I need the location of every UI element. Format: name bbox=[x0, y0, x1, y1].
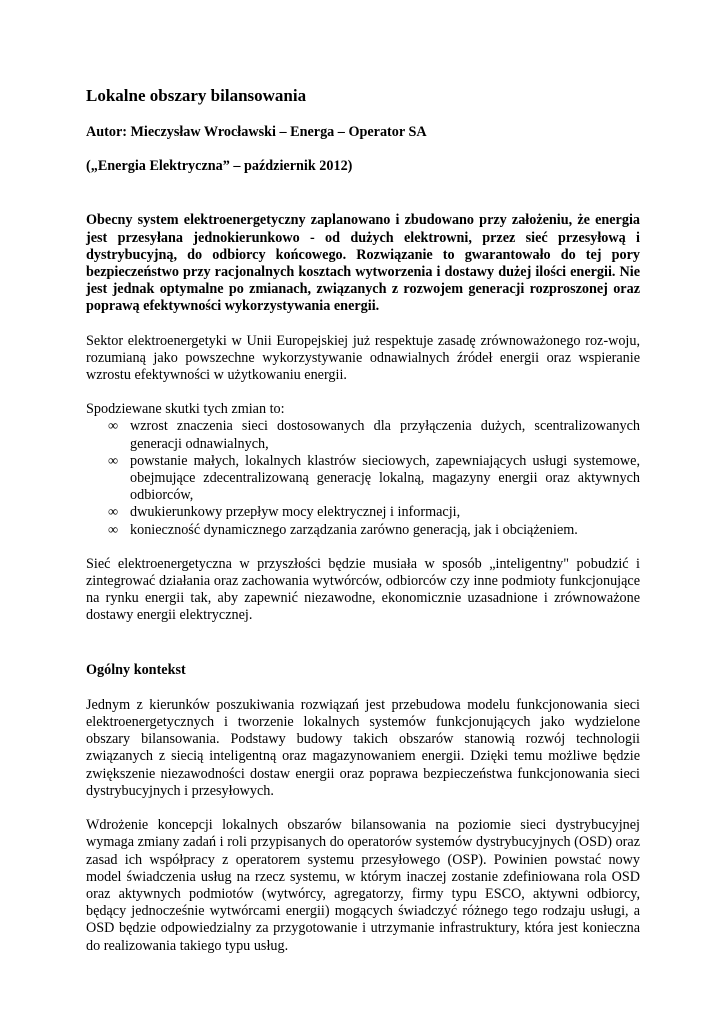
infinity-bullet-icon: ∞ bbox=[108, 521, 119, 538]
source-line: („Energia Elektryczna” – październik 2012) bbox=[86, 158, 353, 175]
paragraph-smart-grid: Sieć elektroenergetyczna w przyszłości będzie musiała w sposób „inteligentny" pobudzić i zintegrować działania oraz zachowania wytwórców, odbiorców czy inne podmioty funkcjonujące na rynku energii tak, aby zapewnić niezawodne, ekonomicznie uzasadnione i zrównoważone dostawy energii elektrycznej. bbox=[86, 555, 640, 624]
list-item-text: dwukierunkowy przepływ mocy elektrycznej i informacji, bbox=[130, 504, 461, 521]
section-heading: Ogólny kontekst bbox=[86, 661, 186, 678]
paragraph-eu-sector: Sektor elektroenergetyki w Unii Europejskiej już respektuje zasadę zrównoważonego roz-woju, rozumianą jako powszechne wykorzystywanie odnawialnych źródeł energii oraz wspieranie wzrostu efektywności w użytkowaniu energii. bbox=[86, 332, 640, 384]
infinity-bullet-icon: ∞ bbox=[108, 452, 119, 469]
effects-list bbox=[86, 418, 640, 538]
infinity-bullet-icon: ∞ bbox=[108, 418, 119, 435]
list-item bbox=[86, 453, 640, 505]
infinity-bullet-icon: ∞ bbox=[108, 504, 119, 521]
list-item-text: konieczność dynamicznego zarządzania zarówno generacją, jak i obciążeniem. bbox=[130, 521, 578, 538]
list-item bbox=[86, 504, 640, 521]
document-title: Lokalne obszary bilansowania bbox=[86, 86, 307, 105]
paragraph-implementation: Wdrożenie koncepcji lokalnych obszarów bilansowania na poziomie sieci dystrybucyjnej wymaga zmiany zadań i roli przypisanych do operatorów systemów dystrybucyjnych (OSD) oraz zasad ich współpracy z operatorem systemu przesyłowego (OSP). Powinien powstać nowy model świadczenia usług na rzecz systemu, w którym inaczej zostanie zdefiniowana rola OSD oraz aktywnych podmiotów (wytwórcy, agregatorzy, firmy typu ESCO, aktywni odbiorcy, będący jednocześnie wytwórcami energii) mogących świadczyć różnego tego rodzaju usługi, a OSD będzie odpowiedzialny za przygotowanie i utrzymanie infrastruktury, która jest konieczna do realizowania takiego typu usług. bbox=[86, 817, 640, 954]
list-item bbox=[86, 418, 640, 452]
document-body bbox=[86, 86, 640, 972]
list-item-text: wzrost znaczenia sieci dostosowanych dla przyłączenia dużych, scentralizowanych generacji odnawialnych, bbox=[130, 418, 640, 452]
list-intro: Spodziewane skutki tych zmian to: bbox=[86, 401, 285, 418]
paragraph-context: Jednym z kierunków poszukiwania rozwiązań jest przebudowa modelu funkcjonowania sieci elektroenergetycznych i tworzenie lokalnych systemów funkcjonujących jako wydzielone obszary bilansowania. Podstawy budowy takich obszarów stanowią rozwój technologii związanych z siecią inteligentną oraz magazynowaniem energii. Dzięki temu możliwe będzie zwiększenie niezawodności dostaw energii oraz poprawa bezpieczeństwa funkcjonowania sieci dystrybucyjnych i przesyłowych. bbox=[86, 696, 640, 799]
lead-paragraph: Obecny system elektroenergetyczny zaplanowano i zbudowano przy założeniu, że energia jest przesyłana jednokierunkowo - od dużych elektrowni, przez sieć przesyłową i dystrybucyjną, do odbiorcy końcowego. Rozwiązanie to gwarantowało do tej pory bezpieczeństwo przy racjonalnych kosztach wytworzenia i dostawy dużej ilości energii. Nie jest jednak optymalne po zmianach, związanych z rozwojem generacji rozproszonej oraz poprawą efektywności wykorzystywania energii. bbox=[86, 212, 640, 315]
author-line: Autor: Mieczysław Wrocławski – Energa – Operator SA bbox=[86, 124, 427, 140]
list-item bbox=[86, 522, 640, 539]
list-item-text: powstanie małych, lokalnych klastrów sieciowych, zapewniających usługi systemowe, obejmujące zdecentralizowaną generację lokalną, magazyny energii oraz aktywnych odbiorców, bbox=[130, 452, 640, 504]
